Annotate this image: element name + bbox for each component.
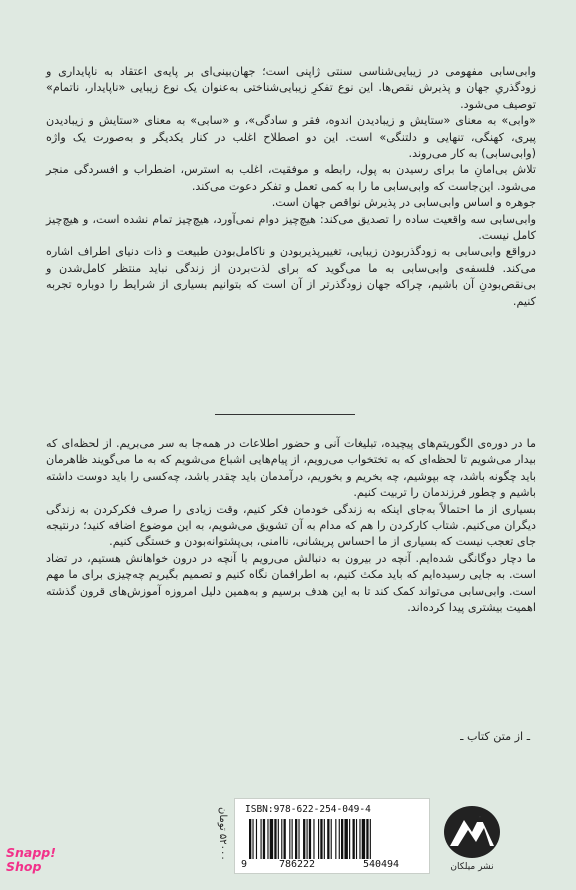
barcode-bar xyxy=(289,819,290,859)
publisher-logo xyxy=(440,798,504,876)
barcode-bars-icon xyxy=(249,819,417,859)
barcode-bar xyxy=(274,819,276,859)
barcode-bar xyxy=(263,819,265,859)
barcode-bar xyxy=(270,819,273,859)
synopsis-paragraph-6: درواقع وابی‌سابی به زودگذربودن زیبایی، تغییرپذیربودن و ناکامل‌بودن طبیعت و ذات دنیای اطراف اشاره می‌کند. فلسفه‌ی وابی‌سابی به ما می‌گوید که برای لذت‌بردن از زندگی نباید منتظر کامل‌شدن و بی‌نقص‌بودنِ آن باشیم، چراکه جهان زودگذرتر از آن است که بتوانیم بسیاری از شرایط را دوباره تجربه کنیم. xyxy=(46,245,536,308)
barcode-bar xyxy=(341,819,343,859)
barcode-bar xyxy=(313,819,314,859)
barcode-bar xyxy=(327,819,329,859)
store-watermark xyxy=(6,846,60,886)
barcode-digits-left: 786222 xyxy=(278,859,316,870)
barcode-bar xyxy=(252,819,253,859)
barcode-bar xyxy=(284,819,286,859)
isbn-barcode xyxy=(234,798,430,874)
barcode-bar xyxy=(256,819,257,859)
synopsis-paragraph-3: تلاش بی‌امانِ ما برای رسیدن به پول، رابطه و موفقیت، اغلب به استرس، اضطراب و افسردگی منجر می‌شود. این‌جاست که وابی‌سابی ما را به کمی تعمل و تفکر دعوت می‌کند. xyxy=(46,163,536,193)
barcode-bar xyxy=(356,819,357,859)
barcode-bar xyxy=(339,819,340,859)
barcode-bar xyxy=(359,819,360,859)
barcode-bar xyxy=(324,819,325,859)
excerpt-source: ـ از متن کتاب ـ xyxy=(460,730,530,743)
barcode-bar xyxy=(344,819,347,859)
store-badge-line-2: Shop xyxy=(6,859,42,874)
barcode-bar xyxy=(349,819,350,859)
barcode-bar xyxy=(261,819,262,859)
excerpt-paragraph-2: بسیاری از ما احتمالاً به‌جای اینکه به زندگی خودمان فکر کنیم، وقت زیادی را صرف فکرکردن به زندگی دیگران می‌کنیم. شتاب کارکردن را هم که مدام به آن تشویق می‌شویم، به این موضوع اضافه کنید؛ درنتیجه جای تعجب نیست که بسیاری از ما احساس پریشانی، ناامنی، بی‌پشتوانه‌بودن و خستگی کنیم. xyxy=(46,502,536,549)
section-divider xyxy=(215,414,355,415)
mountain-logo-icon xyxy=(440,798,504,860)
barcode-bar xyxy=(366,819,368,859)
barcode-bar xyxy=(298,819,299,859)
publisher-name: نشر میلکان xyxy=(450,862,494,872)
barcode-bar xyxy=(362,819,365,859)
barcode-bar xyxy=(278,819,279,859)
barcode-bar xyxy=(309,819,311,859)
excerpt-block xyxy=(46,436,536,616)
synopsis-block xyxy=(46,64,536,310)
barcode-bar xyxy=(249,819,251,859)
store-badge-line-1: Snapp! xyxy=(6,845,56,860)
synopsis-paragraph-5: وابی‌سابی سه واقعیت ساده را تصدیق می‌کند: هیچ‌چیز دوام نمی‌آورد، هیچ‌چیز تمام نشده است، و هیچ‌چیز کامل نیست. xyxy=(46,212,536,243)
excerpt-paragraph-1: ما در دوره‌ی الگوریتم‌های پیچیده، تبلیغات آنی و حضور اطلاعات در همه‌جا به سر می‌بریم. از لحظه‌ای که بیدار می‌شویم تا لحظه‌ای که به تختخواب می‌رویم، از پیام‌هایی اشباع می‌شویم که به ما می‌گویند ظاهرمان باید چگونه باشد، چه بپوشیم، چه بخریم و بخوریم، درآمدمان باید چقدر باشد، چه‌کسی را باید دوست داشته باشیم و چطور فرزندمان را تربیت کنیم. xyxy=(46,437,536,500)
barcode-bar xyxy=(331,819,332,859)
synopsis-paragraph-2: «وابی» به معنای «ستایش و زیبادیدن اندوه، فقر و سادگی»، و «سابی» به معنای «ستایش و زیبادیدن پیری، کهنگی، تنهایی و دلتنگی» است. این دو اصطلاح اغلب در کنار یکدیگر و به‌صورت یک واژه (وابی‌سابی) به کار می‌روند. xyxy=(46,114,536,161)
barcode-bar xyxy=(303,819,305,859)
barcode-digit-lead: 9 xyxy=(241,859,248,870)
barcode-bar xyxy=(267,819,268,859)
barcode-digits-right: 540494 xyxy=(362,859,400,870)
barcode-bar xyxy=(307,819,308,859)
price-label: ۵۲۰۰۰ تومان xyxy=(217,807,228,861)
barcode-bar xyxy=(281,819,282,859)
barcode-bar xyxy=(335,819,336,859)
barcode-bar xyxy=(318,819,319,859)
barcode-bar xyxy=(320,819,322,859)
barcode-bar xyxy=(295,819,297,859)
synopsis-paragraph-1: وابی‌سابی مفهومی در زیبایی‌شناسی سنتی ژاپنی است؛ جهان‌بینی‌ای بر پایه‌ی اعتقاد به ناپایداری و زودگذریِ جهان و پذیرش نقص‌ها. این نوع تفکرِ زیبایی‌شناختی به‌عنوان یک نوع زیبایی «ناپایدار، ناتمام» توصیف می‌شود. xyxy=(46,65,536,111)
excerpt-paragraph-3: ما دچار دوگانگی شده‌ایم. آنچه در بیرون به دنبالش می‌رویم با آنچه در درون خواهانش هستیم، در تضاد است. به جایی رسیده‌ایم که باید مکث کنیم، به اطرافمان نگاه کنیم و تصمیم بگیریم چه‌چیزی برای ما مهم است. وابی‌سابی می‌تواند کمک کند تا به این هدف برسیم و به‌همین دلیل امروزه آموزش‌های قرون گذشته اهمیت بیشتری پیدا کرده‌اند. xyxy=(46,551,536,615)
barcode-bar xyxy=(370,819,371,859)
isbn-text: ISBN:978-622-254-049-4 xyxy=(245,804,371,815)
synopsis-paragraph-4: جوهره و اساس وابی‌سابی در پذیرش نواقص جهان است. xyxy=(271,196,536,210)
barcode-digits xyxy=(241,859,425,870)
barcode-bar xyxy=(292,819,293,859)
barcode-bar xyxy=(353,819,355,859)
